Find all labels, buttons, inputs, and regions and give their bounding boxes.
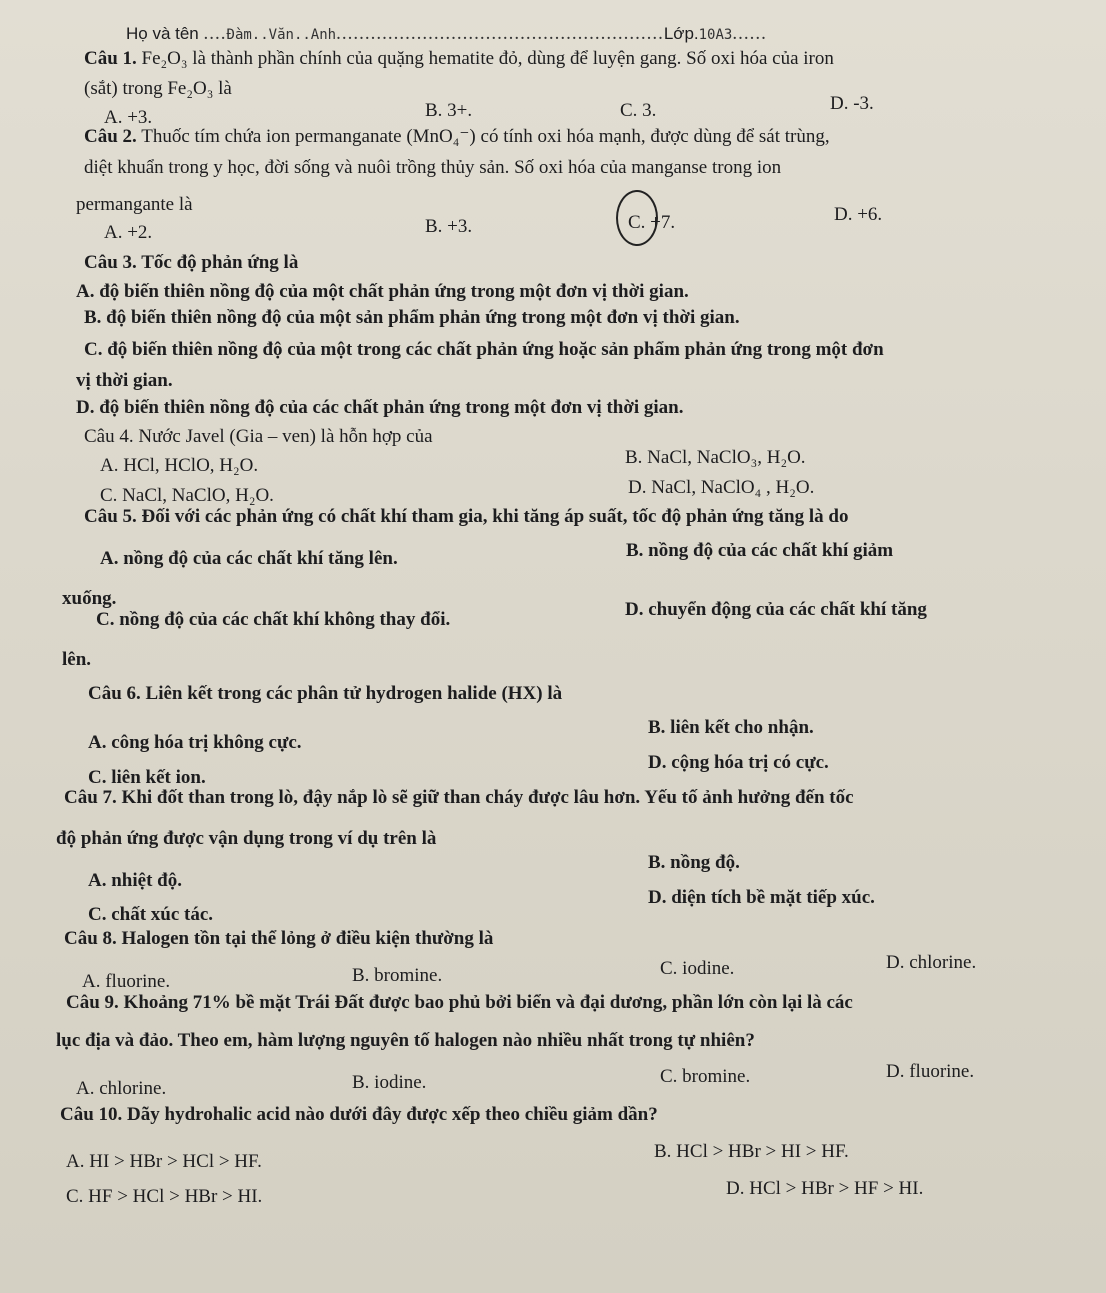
q9-option-c: C. bromine. — [660, 1066, 751, 1087]
q8-option-b: B. bromine. — [352, 965, 443, 986]
q7-stem-line-2: độ phản ứng được vận dụng trong ví dụ trên là — [56, 828, 437, 849]
q6-option-b: B. liên kết cho nhận. — [648, 717, 814, 738]
q1-option-b: B. 3+. — [425, 100, 473, 121]
q3-option-c-cont: vị thời gian. — [76, 370, 173, 391]
q8-option-a: A. fluorine. — [82, 971, 171, 992]
header-line: Họ và tên ....Đàm..Văn..Anh.........................................................Lớp.10A3...... — [126, 23, 767, 44]
q2-stem-line-1: Câu 2. Thuốc tím chứa ion permanganate (MnO₄⁻) có tính oxi hóa mạnh, được dùng để sát trùng, — [84, 126, 830, 147]
q2-stem-line-3: permangante là — [76, 194, 193, 215]
q2-stem-line-2: diệt khuẩn trong y học, đời sống và nuôi trồng thủy sản. Số oxi hóa của manganse trong ion — [84, 157, 782, 178]
q1-option-a: A. +3. — [104, 107, 153, 128]
q5-option-b-cont: xuống. — [62, 588, 117, 609]
q6-option-c: C. liên kết ion. — [88, 767, 206, 788]
q9-option-a: A. chlorine. — [76, 1078, 167, 1099]
q8-stem: Câu 8. Halogen tồn tại thể lỏng ở điều kiện thường là — [64, 928, 494, 949]
class-label: Lớp. — [663, 24, 699, 43]
q2-option-d: D. +6. — [834, 204, 883, 225]
q1-stem-line-1: Câu 1. Fe₂O₃ là thành phần chính của quặng hematite đỏ, dùng để luyện gang. Số oxi hóa của iron — [84, 48, 834, 69]
q4-stem: Câu 4. Nước Javel (Gia – ven) là hỗn hợp của — [84, 426, 433, 447]
q5-option-c: C. nồng độ của các chất khí không thay đổi. — [96, 609, 451, 630]
q10-option-b: B. HCl > HBr > HI > HF. — [654, 1141, 849, 1162]
q9-stem-line-2: lục địa và đảo. Theo em, hàm lượng nguyên tố halogen nào nhiều nhất trong tự nhiên? — [56, 1030, 755, 1051]
q10-option-a: A. HI > HBr > HCl > HF. — [66, 1151, 262, 1172]
q7-option-a: A. nhiệt độ. — [88, 870, 182, 891]
q7-option-c: C. chất xúc tác. — [88, 904, 214, 925]
q10-stem: Câu 10. Dãy hydrohalic acid nào dưới đây được xếp theo chiều giảm dần? — [60, 1104, 658, 1125]
q7-option-d: D. diện tích bề mặt tiếp xúc. — [648, 887, 875, 908]
name-label: Họ và tên — [126, 24, 199, 43]
q1-option-c: C. 3. — [620, 100, 657, 121]
q5-option-a: A. nồng độ của các chất khí tăng lên. — [100, 548, 398, 569]
q8-option-c: C. iodine. — [660, 958, 735, 979]
q4-option-c: C. NaCl, NaClO, H₂O. — [100, 485, 274, 506]
q7-stem-line-1: Câu 7. Khi đốt than trong lò, đậy nắp lò sẽ giữ than cháy được lâu hơn. Yếu tố ảnh hưởng đến tốc — [64, 787, 854, 808]
q9-option-b: B. iodine. — [352, 1072, 427, 1093]
q9-option-d: D. fluorine. — [886, 1061, 975, 1082]
q3-option-b: B. độ biến thiên nồng độ của một sản phẩm phản ứng trong một đơn vị thời gian. — [84, 307, 740, 328]
q2-option-c: C. +7. — [628, 212, 676, 233]
q9-stem-line-1: Câu 9. Khoảng 71% bề mặt Trái Đất được bao phủ bởi biển và đại dương, phần lớn còn lại là các — [66, 992, 853, 1013]
q3-stem: Câu 3. Tốc độ phản ứng là — [84, 252, 299, 273]
q4-option-d: D. NaCl, NaClO₄ , H₂O. — [628, 477, 815, 498]
q5-option-b: B. nồng độ của các chất khí giảm — [626, 540, 894, 561]
q3-option-c: C. độ biến thiên nồng độ của một trong các chất phản ứng hoặc sản phẩm phản ứng trong một đơn — [84, 339, 884, 360]
q10-option-d: D. HCl > HBr > HF > HI. — [726, 1178, 924, 1199]
q1-stem-line-2: (sắt) trong Fe₂O₃ là — [84, 78, 232, 99]
q2-option-a: A. +2. — [104, 222, 153, 243]
answer-circle-q2 — [616, 190, 658, 246]
q4-option-a: A. HCl, HClO, H₂O. — [100, 455, 259, 476]
q3-option-a: A. độ biến thiên nồng độ của một chất phản ứng trong một đơn vị thời gian. — [76, 281, 689, 302]
q4-option-b: B. NaCl, NaClO₃, H₂O. — [625, 447, 806, 468]
q5-option-d-cont: lên. — [62, 649, 92, 670]
class-value: 10A3 — [698, 27, 733, 43]
q6-option-a: A. công hóa trị không cực. — [88, 732, 302, 753]
q5-stem: Câu 5. Đối với các phản ứng có chất khí tham gia, khi tăng áp suất, tốc độ phản ứng tăng là do — [84, 506, 849, 527]
q10-option-c: C. HF > HCl > HBr > HI. — [66, 1186, 263, 1207]
q1-option-d: D. -3. — [830, 93, 874, 114]
q3-option-d: D. độ biến thiên nồng độ của các chất phản ứng trong một đơn vị thời gian. — [76, 397, 684, 418]
q5-option-d: D. chuyển động của các chất khí tăng — [625, 599, 927, 620]
q8-option-d: D. chlorine. — [886, 952, 977, 973]
q6-stem: Câu 6. Liên kết trong các phân tử hydrogen halide (HX) là — [88, 683, 563, 704]
q2-option-b: B. +3. — [425, 216, 473, 237]
student-name: Đàm..Văn..Anh — [226, 27, 337, 43]
q7-option-b: B. nồng độ. — [648, 852, 740, 873]
q6-option-d: D. cộng hóa trị có cực. — [648, 752, 829, 773]
